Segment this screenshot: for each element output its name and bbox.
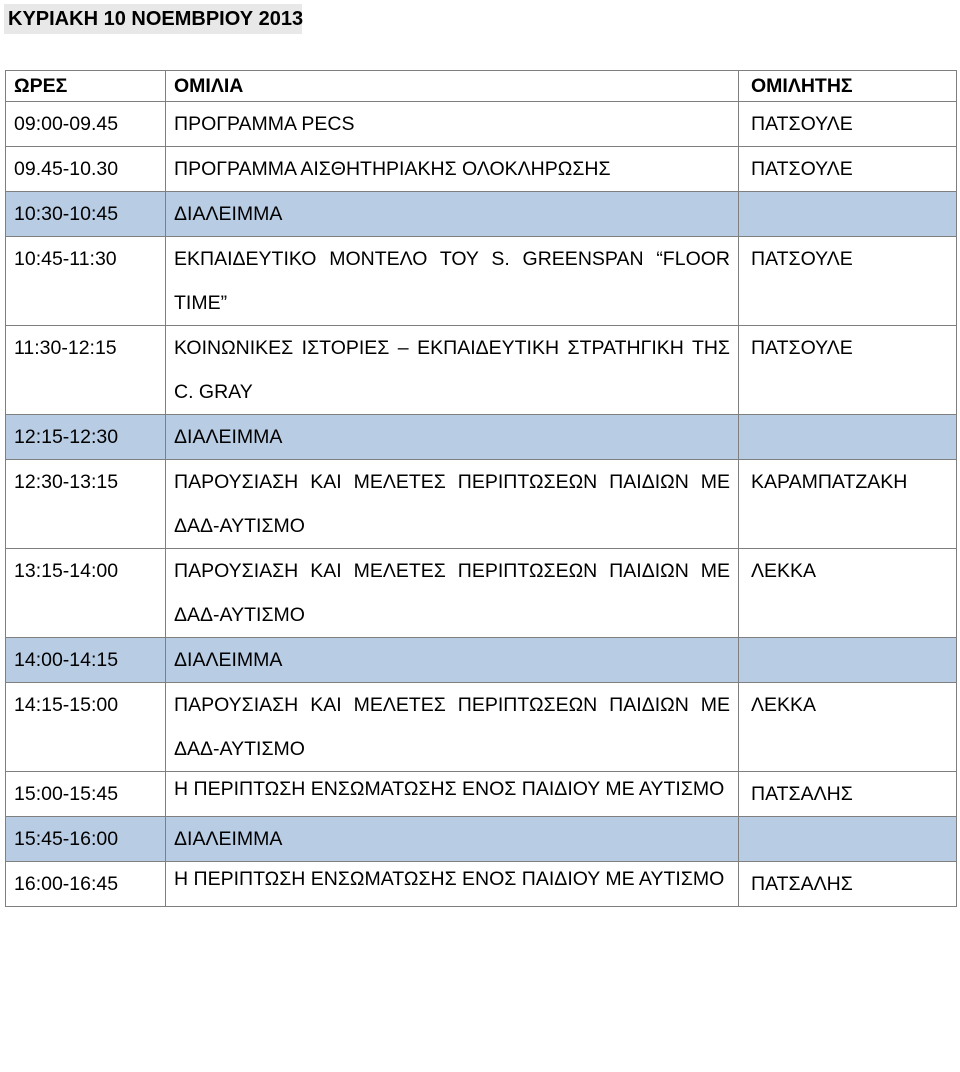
break-row <box>6 415 957 460</box>
time-cell: 09:00-09.45 <box>6 102 166 147</box>
table-row <box>6 683 957 772</box>
talk-cell: ΔΙΑΛΕΙΜΜΑ <box>166 192 739 237</box>
speaker-cell: ΠΑΤΣΟΥΛΕ <box>739 102 957 147</box>
column-header-speaker: ΟΜΙΛΗΤΗΣ <box>739 71 957 102</box>
break-row <box>6 817 957 862</box>
talk-cell: ΚΟΙΝΩΝΙΚΕΣ ΙΣΤΟΡΙΕΣ – ΕΚΠΑΙΔΕΥΤΙΚΗ ΣΤΡΑΤΗΓΙΚΗ ΤΗΣ C. GRAY <box>166 326 739 415</box>
break-row <box>6 192 957 237</box>
talk-cell: Η ΠΕΡΙΠΤΩΣΗ ΕΝΣΩΜΑΤΩΣΗΣ ΕΝΟΣ ΠΑΙΔΙΟΥ ΜΕ ΑΥΤΙΣΜΟ <box>166 862 739 907</box>
time-cell: 15:00-15:45 <box>6 772 166 817</box>
speaker-cell: ΛΕΚΚΑ <box>739 683 957 772</box>
time-cell: 15:45-16:00 <box>6 817 166 862</box>
table-row <box>6 326 957 415</box>
table-row <box>6 862 957 907</box>
table-row <box>6 549 957 638</box>
talk-cell: ΔΙΑΛΕΙΜΜΑ <box>166 415 739 460</box>
talk-cell: Η ΠΕΡΙΠΤΩΣΗ ΕΝΣΩΜΑΤΩΣΗΣ ΕΝΟΣ ΠΑΙΔΙΟΥ ΜΕ ΑΥΤΙΣΜΟ <box>166 772 739 817</box>
break-row <box>6 638 957 683</box>
time-cell: 14:15-15:00 <box>6 683 166 772</box>
time-cell: 12:30-13:15 <box>6 460 166 549</box>
speaker-cell: ΠΑΤΣΟΥΛΕ <box>739 147 957 192</box>
speaker-cell: ΠΑΤΣΟΥΛΕ <box>739 326 957 415</box>
time-cell: 13:15-14:00 <box>6 549 166 638</box>
schedule-table <box>5 70 957 907</box>
column-header-talk: ΟΜΙΛΙΑ <box>166 71 739 102</box>
talk-cell: ΠΑΡΟΥΣΙΑΣΗ ΚΑΙ ΜΕΛΕΤΕΣ ΠΕΡΙΠΤΩΣΕΩΝ ΠΑΙΔΙΩΝ ΜΕ ΔΑΔ-ΑΥΤΙΣΜΟ <box>166 549 739 638</box>
date-heading: ΚΥΡΙΑΚΗ 10 ΝΟΕΜΒΡΙΟΥ 2013 <box>4 4 302 34</box>
speaker-cell: ΚΑΡΑΜΠΑΤΖΑΚΗ <box>739 460 957 549</box>
speaker-cell <box>739 192 957 237</box>
column-header-time: ΩΡΕΣ <box>6 71 166 102</box>
speaker-cell: ΠΑΤΣΟΥΛΕ <box>739 237 957 326</box>
table-row <box>6 147 957 192</box>
table-row <box>6 772 957 817</box>
time-cell: 14:00-14:15 <box>6 638 166 683</box>
table-row <box>6 460 957 549</box>
time-cell: 09.45-10.30 <box>6 147 166 192</box>
speaker-cell <box>739 638 957 683</box>
talk-cell: ΔΙΑΛΕΙΜΜΑ <box>166 817 739 862</box>
talk-cell: ΠΡΟΓΡΑΜΜΑ ΑΙΣΘΗΤΗΡΙΑΚΗΣ ΟΛΟΚΛΗΡΩΣΗΣ <box>166 147 739 192</box>
time-cell: 10:45-11:30 <box>6 237 166 326</box>
time-cell: 12:15-12:30 <box>6 415 166 460</box>
time-cell: 10:30-10:45 <box>6 192 166 237</box>
table-row <box>6 237 957 326</box>
table-row <box>6 102 957 147</box>
speaker-cell <box>739 817 957 862</box>
talk-cell: ΕΚΠΑΙΔΕΥΤΙΚΟ ΜΟΝΤΕΛΟ ΤΟΥ S. GREENSPAN “FLOOR TIME” <box>166 237 739 326</box>
talk-cell: ΠΑΡΟΥΣΙΑΣΗ ΚΑΙ ΜΕΛΕΤΕΣ ΠΕΡΙΠΤΩΣΕΩΝ ΠΑΙΔΙΩΝ ΜΕ ΔΑΔ-ΑΥΤΙΣΜΟ <box>166 683 739 772</box>
time-cell: 11:30-12:15 <box>6 326 166 415</box>
talk-cell: ΔΙΑΛΕΙΜΜΑ <box>166 638 739 683</box>
talk-cell: ΠΑΡΟΥΣΙΑΣΗ ΚΑΙ ΜΕΛΕΤΕΣ ΠΕΡΙΠΤΩΣΕΩΝ ΠΑΙΔΙΩΝ ΜΕ ΔΑΔ-ΑΥΤΙΣΜΟ <box>166 460 739 549</box>
speaker-cell: ΠΑΤΣΑΛΗΣ <box>739 862 957 907</box>
speaker-cell: ΠΑΤΣΑΛΗΣ <box>739 772 957 817</box>
speaker-cell <box>739 415 957 460</box>
time-cell: 16:00-16:45 <box>6 862 166 907</box>
talk-cell: ΠΡΟΓΡΑΜΜΑ PECS <box>166 102 739 147</box>
speaker-cell: ΛΕΚΚΑ <box>739 549 957 638</box>
table-header-row <box>6 71 957 102</box>
